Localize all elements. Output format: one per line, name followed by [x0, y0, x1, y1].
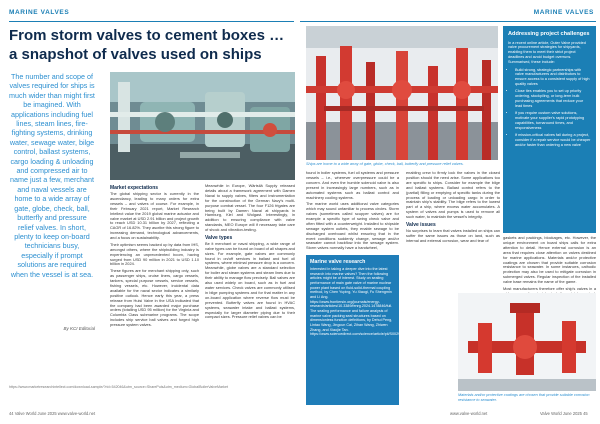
article-intro: The number and scope of valves required for ships is much wider than might first be imagined. With applications including fuel lines, steam lines, fire-fighting systems, drinking water, sewage water, bilge control, ballast systems, cargo loading & unloading and compressed air to name just a few, merchant and naval vessels are home to a wide array of gate, globe, check, ball, butterfly and pressure relief valves. In short, plenty to keep on-board technicians busy, especially if prompt solutions are required when the vessel is at sea.: [9, 72, 95, 279]
section-label: MARINE VALVES: [533, 9, 594, 16]
header-rule: [9, 21, 294, 22]
body-column-1: [306, 171, 399, 253]
heading-valve-issues: Valve issues: [406, 221, 436, 228]
bullet-item: • Close ties enables you to set up priority ordering, stockpiling, or long-term bulk purchasing agreements that reduce your lead times: [515, 89, 591, 108]
source-url[interactable]: https://www.marketresearchintellect.com/download-sample/?rid=542046&utm_source=SharePuls&utm_medium=GlobalBoilerValveMarket: [9, 385, 228, 389]
paragraph: No surprises to learn that valves installed on ships can suffer the same issues as those on land, such as internal and external corrosion, wear and tear of: [406, 227, 500, 243]
box-title: Addressing project challenges: [508, 31, 590, 37]
engine-room-photo: [110, 72, 295, 180]
article-title: [9, 26, 294, 64]
project-challenges-box: [503, 26, 596, 233]
paragraph: enabling crew to firmly lock the valves in the closed position should the need arise. Some applications too are specific to ships. Consider for example the bilge and ballast systems. Ballast control refers to the (partial) filling or emptying of specific tanks during the process of loading or unloading cargo in order to maintain ship's stability. The bilge refers to the lowest part of a ship, where excess water accumulates. A system of valves and pumps is used to remove all such water, to maintain the vessel's integrity.: [406, 170, 500, 220]
bullet-item: • Build strong, strategic partnerships with valve manufacturers and distributors to ensure access to a consistent supply of high quality valves: [515, 68, 591, 87]
body-column-1: [110, 184, 199, 382]
section-label: MARINE VALVES: [9, 9, 70, 16]
paragraph: Most manufacturers therefore offer ship's valves in a: [503, 285, 596, 291]
paragraph: Their optimism seems backed up by data from IHS, amongst others, where the shipbuilding industry is experiencing an unprecedented boom, having surged from USD 90 million in 2021 to USD 1.10 billion in 2024.: [110, 241, 199, 267]
byline: By KCI Editorial: [63, 326, 95, 331]
paragraph: These figures are for merchant shipping only, such as passenger ships, cruise liners, cargo vessels, tankers, special purpose vessels, service vessels, fishing vessels, etc. However, incidental data available for the naval sector indicates a similarly positive outlook. Hence early this year, a press release from Huisi Valve in the USA indicated that the company had been awarded major purchase orders (totalling USD 95 million) for the Virginia and Columbia Class submarine programs. The scope includes ship service ball valves and forged high pressure system valves.: [110, 268, 199, 328]
paragraph: Meanwhile in Europe, Wärtsilä Supply released details about a framework agreement with Damen Naval to supply valves, filters and instrumentation for the construction of the German Navy's multi-purpose combat vessel. The four F126 frigates are being built by Damen Naval at shipyards in Hamburg, Kiel and Wolgast. Interestingly, in addition to ensuring compliance with valve standards, MEO Europe will if necessary take care of shock and vibration-testing.: [205, 183, 295, 233]
box-bullet-list: [508, 68, 591, 148]
bullet-item: • If you require custom valve solutions, motivate your supplier's rapid prototyping capabilities, turnaround times, and responsiveness: [515, 111, 591, 130]
title-line-2: a snapshot of valves used on ships: [9, 46, 262, 63]
paragraph: The marine world uses additional valve categories which may sound unfamiliar to process circles. Storm valves (sometimes called scupper valves) are for example a specific type of swing check valve and often fitted with a counterweight. Installed to shipside sewage system outlets, they enable sewage to be discharged overboard whilst ensuring that in the event conditions suddenly change, sewage and/or seawater cannot backflow into the sewage system. Storm valves normally have a handwheel,: [306, 201, 399, 251]
box-text: Interested in taking a deeper dive into the latest research into marine valves? Then the following articles might be of interest. Study on sealing performance of main gate valve of marine nuclear power plant based on fluid-solid-thermal coupling method, by Chen Yuping, Yu Xiaogi, Fu Shengmin and Li Ang. https://www.frontiersin.org/journals/energy-research/articles/10.3389/fenrg.2024.1478846/full. The sealing performance and failure analysis of marine valve packing seal structures based on dimensionless function definitions, by Dehui Peng, Lintao Wang, Jingcun Cai, Zihan Wang, Zhiwen Zhang, and Xiaojie Tan. https://www.sciencedirect.com/science/article/pii/S0029801824021265: [310, 267, 425, 337]
research-box: [306, 255, 425, 405]
bullet-item: • If mission-critical valves fail during a project, consider if a repair service would be cheaper and/or faster than ordering a new valve: [515, 133, 591, 147]
paragraph: The global shipping sector is currently in the ascendancy, leading to many orders for extra vessels – and valves of course. For example, in their February 2021 report, Market Research Intellect value the 2019 global marine actuator and valve market at USD 2.91 billion and project growth to reach USD 10.31 billion by 2027, reflecting a CAGR of 16.82%. They ascribe this strong figure to increasing demand, technological advancements, and a focus on sustainability.: [110, 191, 199, 241]
body-column-3: [503, 236, 596, 290]
body-column-2: [406, 171, 500, 297]
paragraph: gaskets and packings, blockages, etc. However, the unique environment on board ships calls for extra attention to detail. Hence external corrosion is an area that requires close attention on valves destined for marine applications. Materials and/or protective coatings are chosen that provide suitable corrosion resistance to seawater. In some instances, cathodic protection may also be used to mitigate corrosion in submerged valves. Regular inspection of the installed valve base remains the name of the game.: [503, 235, 596, 285]
heading-valve-types: Valve types: [205, 234, 233, 241]
page-footer: Valve World June 2025 45: [540, 411, 588, 416]
header-rule: [300, 21, 596, 22]
valve-render-photo: [458, 293, 596, 391]
paragraph: found in boiler systems, fuel oil systems and pressure vessels – i.e., wherever overpressure could be a concern. And even the humble solenoid valve is also present in increasingly large numbers, such as in automated systems such as ballast control and machinery cooling systems.: [306, 170, 399, 200]
box-intro: In a recent online article, Outer Valve provided valve procurement strategies for shipyards, enabling them to meet their strict project deadlines and avoid budget overruns. Summarised, these include:: [508, 40, 586, 64]
title-line-1: From storm valves to cement boxes …: [9, 27, 285, 44]
box-title: Marine valve research: [310, 259, 366, 265]
photo-caption: Ships are home to a wide array of gate, globe, check, ball, butterfly and pressure relief valves.: [306, 162, 464, 166]
page-footer: 44 Valve World June 2025 www.valve-world.net: [9, 411, 96, 416]
footer-url: www.valve-world.net: [450, 411, 488, 416]
heading-market-expectations: Market expectations: [110, 185, 159, 191]
red-valves-photo: [306, 26, 498, 160]
photo-caption: Materials and/or protective coatings are chosen that provide suitable corrosion resistance to seawater.: [458, 393, 590, 402]
paragraph: Be it merchant or naval shipping, a wide range of valve types can be found on board of all shapes and sizes. For example, gate valves are commonly found in on/off services in ballast and fuel oil systems, where minimal pressure drop is a concern. Meanwhile, globe valves are a standard selection for boiler and steam systems and steam lines due to their ability to manage flow precisely. Ball valves are also used widely on board, such as in fuel and water services. Check valves are commonly utilised in bilge pumping systems and for that matter in any on-board application where reverse flow must be prevented. Butterfly valves are found in HVAC systems, seawater intake and ballast systems, especially for larger diameter piping due to their compact sizes. Pressure relief valves can be: [205, 240, 295, 320]
body-column-2: [205, 184, 295, 382]
